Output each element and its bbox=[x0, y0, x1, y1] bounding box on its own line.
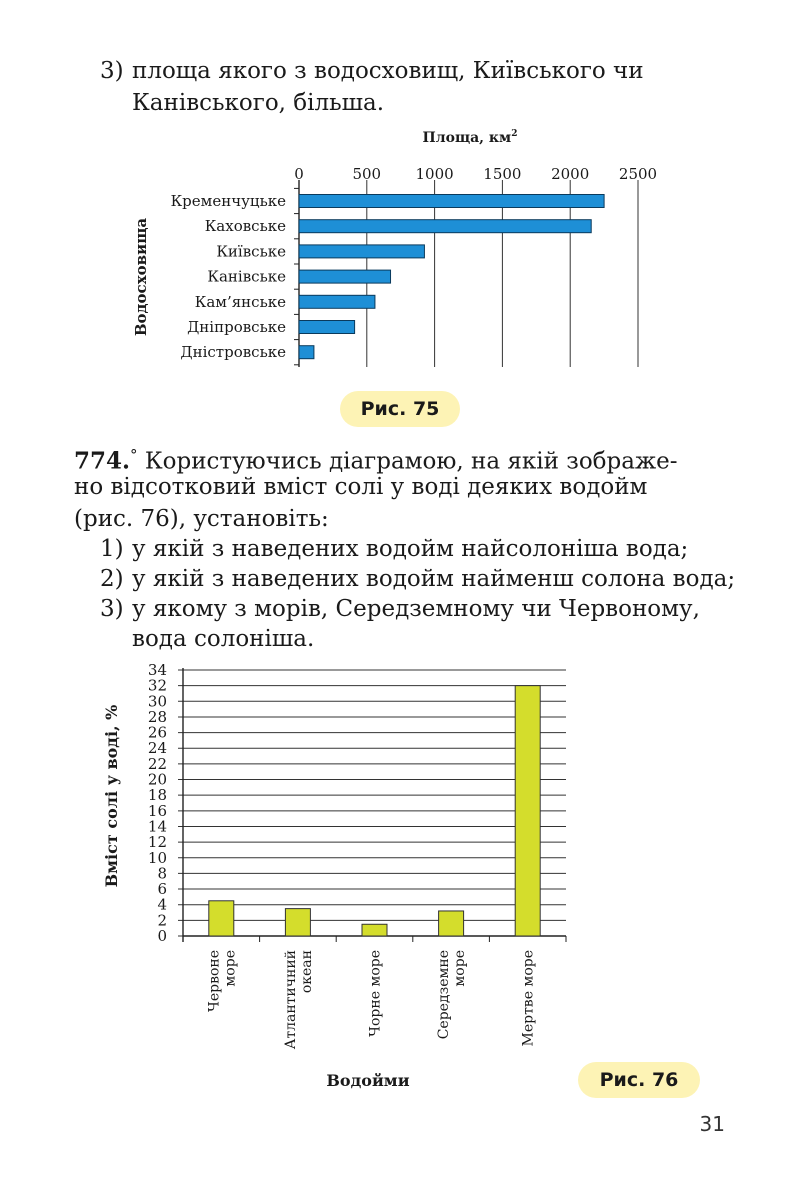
q774-item-3 bbox=[100, 594, 700, 624]
chart76-y-tick-label: 4 bbox=[157, 895, 167, 914]
chart76-y-axis-label: Вміст солі у воді, % bbox=[102, 704, 121, 888]
chart76-bar bbox=[362, 924, 387, 936]
chart76-category-label: Атлантичнийокеан bbox=[282, 950, 315, 1050]
chart76-y-tick-label: 32 bbox=[147, 676, 167, 695]
chart75-bar bbox=[299, 321, 355, 334]
chart75-x-tick-label: 1500 bbox=[483, 165, 522, 183]
chart75-category-label: Каховське bbox=[204, 217, 286, 236]
chart75-category-label: Дніпровське bbox=[187, 318, 286, 336]
chart76-y-tick-label: 14 bbox=[147, 817, 167, 836]
q774-intro-line3: (рис. 76), установіть: bbox=[74, 506, 329, 532]
q774-number: 774. bbox=[74, 447, 131, 475]
chart75-y-axis-label: Водосховища bbox=[132, 217, 150, 337]
chart76-y-tick-label: 2 bbox=[157, 911, 167, 930]
chart76-y-tick-label: 18 bbox=[147, 786, 167, 805]
q774-item-1 bbox=[100, 534, 688, 564]
chart75-category-label: Канівське bbox=[207, 267, 286, 286]
q774-intro-line2: но відсотковий вміст солі у воді деяких водойм bbox=[74, 474, 648, 500]
chart75-category-label: Кам’янське bbox=[194, 292, 286, 311]
chart75-bar bbox=[299, 220, 591, 233]
chart76-bar bbox=[285, 909, 310, 936]
q773-item3-text: площа якого з водосховищ, Київського чи bbox=[132, 58, 644, 84]
chart75-x-tick-label: 0 bbox=[294, 165, 304, 183]
chart76-category-label: Червонеморе bbox=[206, 950, 239, 1012]
q773-item3-line1 bbox=[100, 56, 644, 86]
q774-intro-text: Користуючись діаграмою, на якій зображе- bbox=[137, 448, 678, 475]
chart75-bar bbox=[299, 195, 604, 208]
chart76-category-label: Чорне море bbox=[367, 950, 384, 1037]
chart75-title: Площа, $км^2$ bbox=[422, 129, 518, 146]
chart76-y-tick-label: 30 bbox=[147, 692, 167, 711]
chart75-category-label: Дністровське bbox=[180, 343, 286, 362]
chart75-category-label: Київське bbox=[216, 242, 286, 261]
chart76-y-tick-label: 20 bbox=[147, 770, 167, 789]
chart76-y-tick-label: 26 bbox=[147, 723, 167, 742]
chart76-y-tick-label: 28 bbox=[147, 707, 167, 726]
chart76-bar bbox=[439, 911, 464, 936]
chart76-x-axis-label: Водойми bbox=[326, 1071, 410, 1090]
q774-item-1-text: у якій з наведених водойм найсолоніша вода; bbox=[132, 536, 689, 562]
chart75-bar bbox=[299, 245, 424, 258]
chart76-y-tick-label: 8 bbox=[157, 864, 167, 883]
chart76-y-tick-label: 16 bbox=[147, 801, 167, 820]
q774-item-2-number: 2) bbox=[100, 566, 124, 592]
chart75-x-tick-label: 500 bbox=[352, 165, 382, 183]
chart76-y-tick-label: 24 bbox=[147, 739, 167, 758]
chart76-y-tick-label: 0 bbox=[157, 927, 167, 945]
figure-76-label: Рис. 76 bbox=[578, 1062, 700, 1098]
salt-content-chart bbox=[0, 650, 793, 1100]
chart76-category-label: Середземнеморе bbox=[436, 950, 469, 1040]
chart76-category-label: Мертве море bbox=[520, 950, 537, 1047]
chart75-bar bbox=[299, 346, 314, 359]
chart75-bar bbox=[299, 270, 391, 283]
chart75-bar bbox=[299, 295, 375, 308]
q774-item-3-line2: вода солоніша. bbox=[132, 626, 315, 652]
q774-item-3-text: у якому з морів, Середземному чи Червоному, bbox=[132, 596, 700, 622]
q773-item3-number: 3) bbox=[100, 58, 124, 84]
q773-item3-line2: Канівського, більша. bbox=[132, 90, 385, 116]
chart76-y-tick-label: 6 bbox=[157, 880, 167, 899]
q774-item-3-number: 3) bbox=[100, 596, 124, 622]
q774-degree-mark: ° bbox=[130, 446, 138, 464]
chart76-bar bbox=[209, 901, 234, 936]
chart75-x-tick-label: 1000 bbox=[415, 165, 454, 183]
chart76-bar bbox=[515, 686, 540, 936]
chart76-y-tick-label: 12 bbox=[147, 833, 167, 852]
chart75-x-tick-label: 2000 bbox=[551, 165, 590, 183]
chart76-y-tick-label: 10 bbox=[147, 848, 167, 867]
q774-item-2 bbox=[100, 564, 735, 594]
chart76-y-tick-label: 34 bbox=[147, 661, 167, 679]
chart75-x-tick-label: 2500 bbox=[618, 165, 658, 183]
figure-75-label: Рис. 75 bbox=[340, 391, 460, 427]
q774-item-1-number: 1) bbox=[100, 536, 124, 562]
chart76-y-tick-label: 22 bbox=[147, 754, 167, 773]
chart75-category-label: Кременчуцьке bbox=[170, 192, 286, 210]
page-number: 31 bbox=[699, 1112, 725, 1136]
q774-item-2-text: у якій з наведених водойм найменш солона вода; bbox=[132, 566, 736, 592]
